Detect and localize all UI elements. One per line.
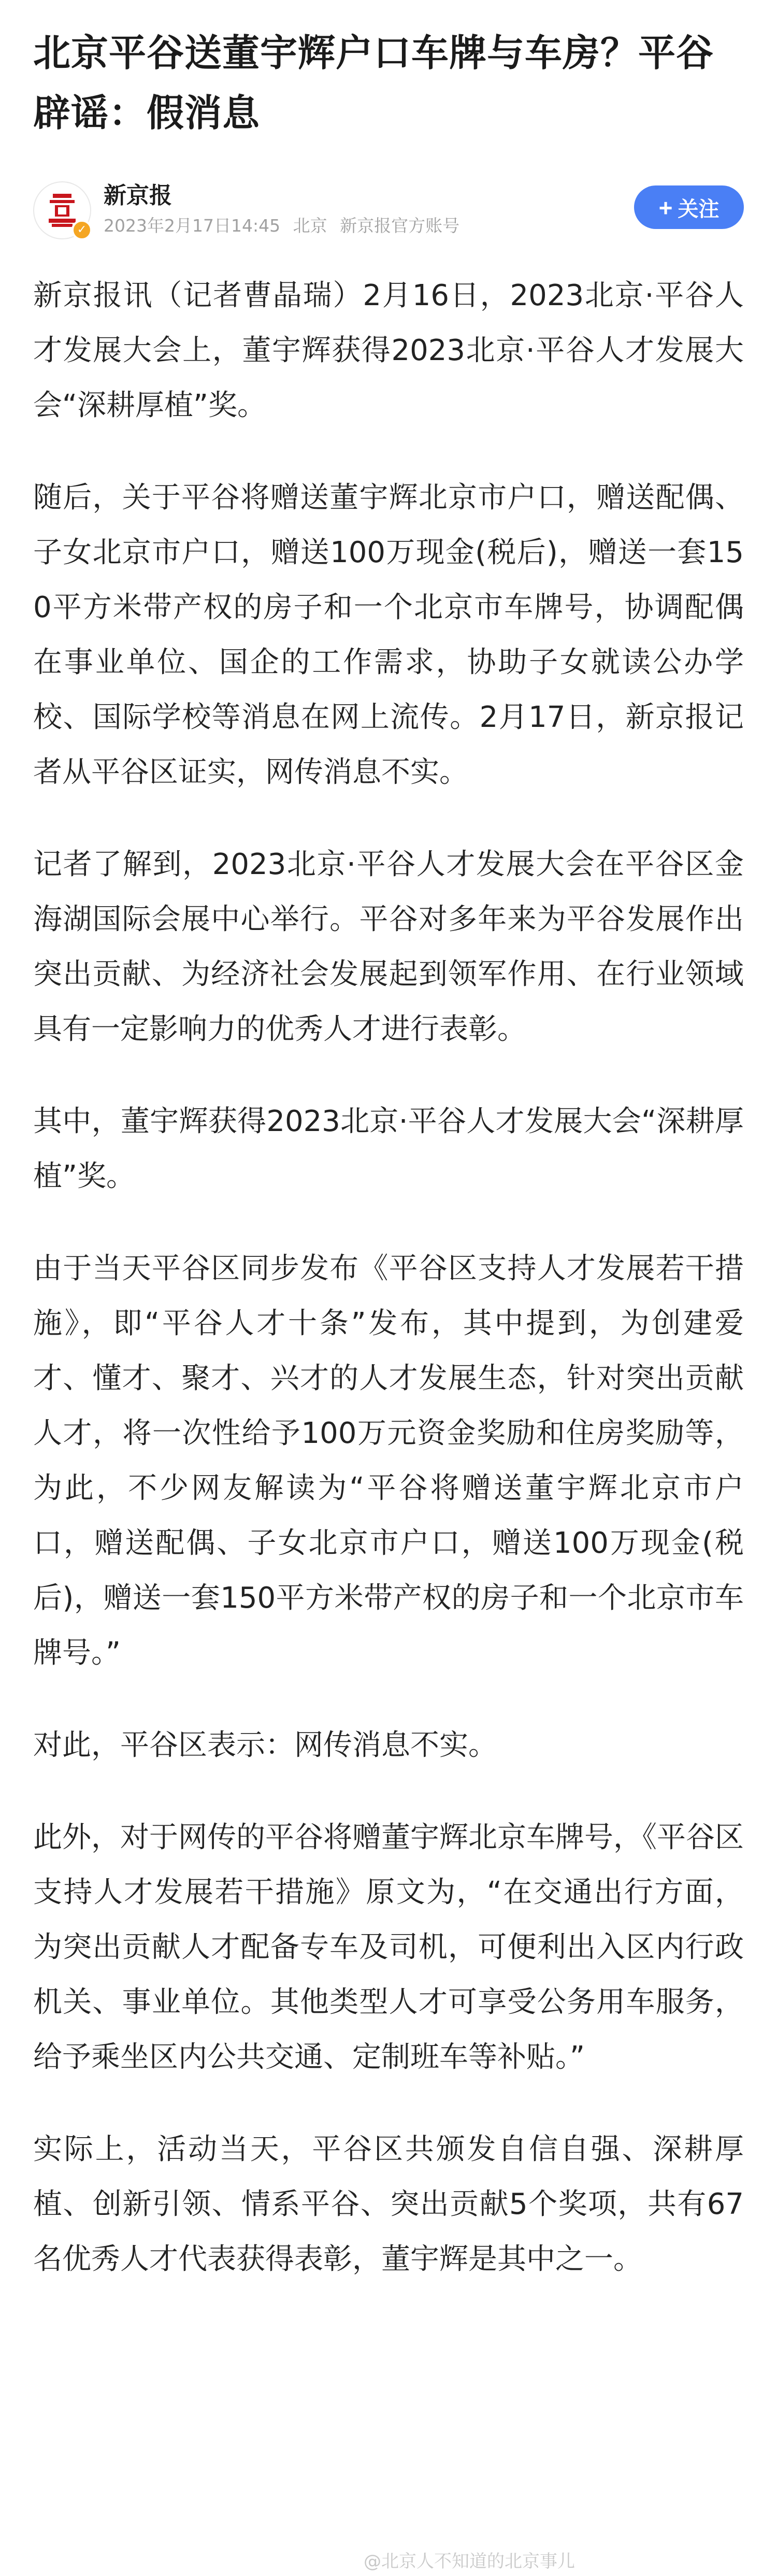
- follow-label: 关注: [678, 198, 720, 221]
- article-paragraph: 新京报讯（记者曹晶瑞）2月16日，2023北京·平谷人才发展大会上，董宇辉获得2023北京·平谷人才发展大会“深耕厚植”奖。: [33, 279, 744, 422]
- article-title: 北京平谷送董宇辉户口车牌与车房？平谷辟谣：假消息: [33, 31, 714, 135]
- article-paragraph: 记者了解到，2023北京·平谷人才发展大会在平谷区金海湖国际会展中心举行。平谷对多年来为平谷发展作出突出贡献、为经济社会发展起到领军作用、在行业领域具有一定影响力的优秀人才进行表彰。: [33, 848, 744, 1046]
- author-name[interactable]: 新京报: [104, 182, 172, 209]
- plus-icon: +: [658, 194, 673, 221]
- follow-button[interactable]: [634, 185, 744, 229]
- author-meta: [104, 214, 467, 237]
- verified-badge-icon: ✓: [71, 220, 92, 240]
- article-paragraph: 此外，对于网传的平谷将赠董宇辉北京车牌号，《平谷区支持人才发展若干措施》原文为，“在交通出行方面，为突出贡献人才配备专车及司机，可便利出入区内行政机关、事业单位。其他类型人才可享受公务用车服务，给予乘坐区内公共交通、定制班车等补贴。”: [33, 1821, 744, 2074]
- article-paragraph: 其中，董宇辉获得2023北京·平谷人才发展大会“深耕厚植”奖。: [33, 1105, 744, 1193]
- article-body: [33, 268, 744, 2287]
- account-type: 新京报官方账号: [340, 216, 460, 236]
- watermark: @北京人不知道的北京事儿: [364, 2551, 575, 2572]
- article-paragraph: 随后，关于平谷将赠送董宇辉北京市户口，赠送配偶、子女北京市户口，赠送100万现金(税后)，赠送一套150平方米带产权的房子和一个北京市车牌号，协调配偶在事业单位、国企的工作需求，协助子女就读公办学校、国际学校等消息在网上流传。2月17日，新京报记者从平谷区证实，网传消息不实。: [33, 481, 744, 789]
- article-paragraph: 对此，平谷区表示：网传消息不实。: [33, 1728, 497, 1762]
- author-bar: [33, 177, 744, 246]
- publish-date: 2023年2月17日14:45: [104, 216, 281, 236]
- article-paragraph: 实际上，活动当天，平谷区共颁发自信自强、深耕厚植、创新引领、情系平谷、突出贡献5个奖项，共有67名优秀人才代表获得表彰，董宇辉是其中之一。: [33, 2133, 744, 2276]
- article-paragraph: 由于当天平谷区同步发布《平谷区支持人才发展若干措施》，即“平谷人才十条”发布，其中提到，为创建爱才、懂才、聚才、兴才的人才发展生态，针对突出贡献人才，将一次性给予100万元资金奖励和住房奖励等，为此，不少网友解读为“平谷将赠送董宇辉北京市户口，赠送配偶、子女北京市户口，赠送100万现金(税后)，赠送一套150平方米带产权的房子和一个北京市车牌号。”: [33, 1252, 744, 1670]
- author-avatar[interactable]: [33, 181, 91, 239]
- publish-location: 北京: [293, 216, 327, 236]
